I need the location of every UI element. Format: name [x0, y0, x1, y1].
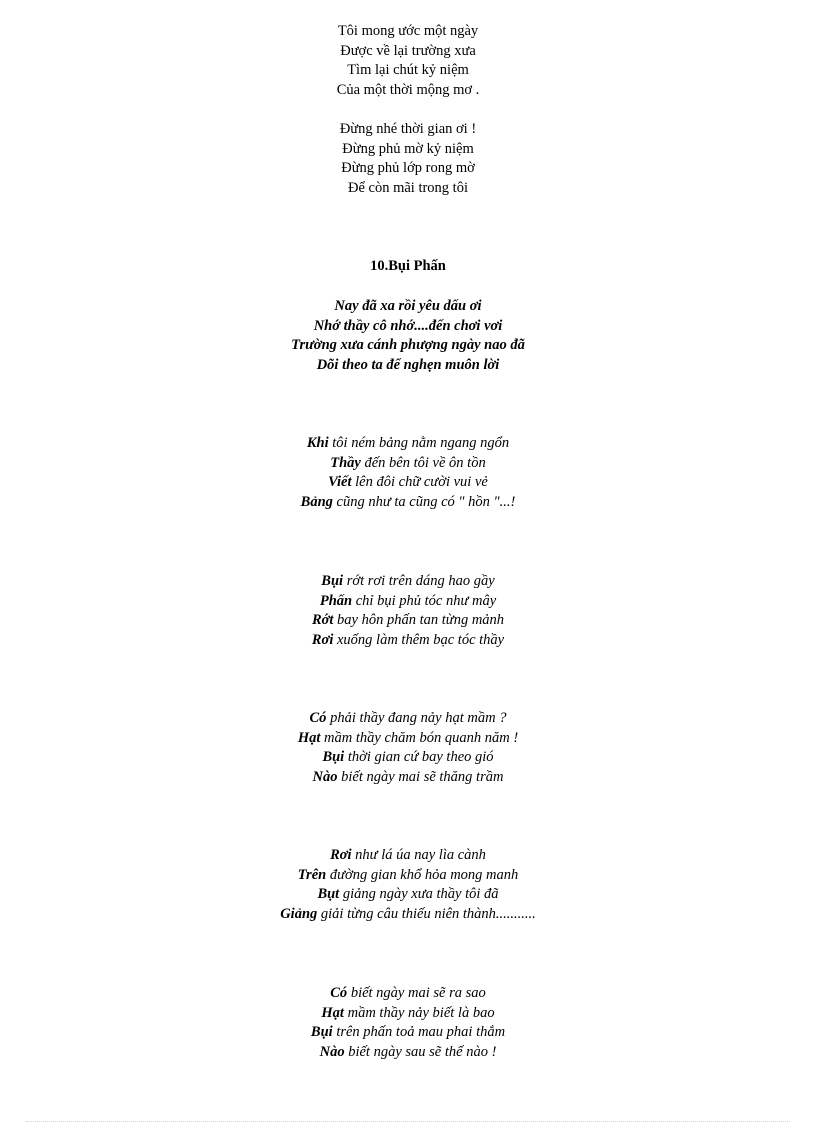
verse-rest: mầm thầy chăm bón quanh năm ! — [320, 729, 519, 746]
verse-lead-word: Hạt — [321, 1004, 344, 1021]
poem-title: 10.Bụi Phấn — [370, 258, 446, 274]
verse-lead-word: Trên — [297, 866, 327, 883]
stanza-1 — [0, 22, 816, 100]
verse-rest: biết ngày mai sẽ ra sao — [347, 985, 486, 1001]
verse-rest: bay hôn phấn tan từng mảnh — [333, 612, 505, 629]
stanza-7 — [0, 846, 816, 924]
verse-line — [0, 748, 816, 768]
verse-lead-word: Hạt — [297, 729, 321, 746]
stanza-2 — [0, 120, 816, 198]
verse-line: Nhớ thầy cô nhớ....đến chơi vơi — [313, 317, 503, 334]
verse-line: Tôi mong ước một ngày — [337, 23, 479, 39]
verse-rest: rớt rơi trên dáng hao gầy — [343, 573, 495, 589]
verse-lead-word: Thầy — [330, 454, 361, 471]
verse-line — [0, 473, 816, 493]
stanza-5 — [0, 572, 816, 650]
verse-lead-word: Viết — [328, 474, 352, 491]
verse-rest: đến bên tôi về ôn tồn — [360, 454, 486, 471]
verse-line — [0, 984, 816, 1004]
verse-lead-word: Giảng — [280, 905, 318, 922]
verse-rest: như lá úa nay lìa cành — [351, 847, 486, 863]
verse-lead-word: Phấn — [319, 592, 353, 609]
verse-line: Nay đã xa rồi yêu dấu ơi — [334, 298, 482, 314]
verse-line: Đừng phủ lớp rong mờ — [341, 160, 475, 177]
verse-line — [0, 729, 816, 749]
verse-lead-word: Bảng — [300, 493, 333, 510]
verse-line: Dõi theo ta để nghẹn muôn lời — [316, 356, 500, 373]
verse-line — [0, 631, 816, 651]
verse-line — [0, 572, 816, 592]
verse-rest: biết ngày mai sẽ thăng trầm — [337, 768, 504, 785]
verse-rest: đường gian khổ hỏa mong manh — [326, 866, 519, 883]
verse-lead-word: Có — [309, 710, 327, 726]
verse-lead-word: Bụi — [321, 573, 344, 589]
verse-line — [0, 434, 816, 454]
verse-lead-word: Khi — [306, 435, 329, 451]
verse-line — [0, 866, 816, 886]
verse-line — [0, 454, 816, 474]
verse-rest: cũng như ta cũng có " hồn "...! — [332, 493, 516, 510]
verse-rest: lên đôi chữ cười vui vẻ — [351, 474, 488, 491]
verse-line — [0, 1043, 816, 1063]
verse-rest: trên phấn toả mau phai thắm — [332, 1024, 506, 1041]
verse-lead-word: Có — [330, 985, 348, 1001]
verse-rest: giải từng câu thiếu niên thành........... — [317, 905, 536, 922]
stanza-3 — [0, 297, 816, 375]
verse-lead-word: Bụi — [322, 749, 345, 766]
stanza-4 — [0, 434, 816, 512]
verse-lead-word: Nào — [312, 768, 338, 785]
verse-line — [0, 1004, 816, 1024]
verse-line — [0, 846, 816, 866]
verse-rest: mầm thầy nảy biết là bao — [343, 1004, 495, 1021]
verse-line: Của một thời mộng mơ . — [336, 81, 480, 98]
verse-line — [0, 493, 816, 513]
stanza-6 — [0, 709, 816, 787]
verse-rest: thời gian cứ bay theo gió — [344, 749, 494, 766]
verse-lead-word: Rơi — [311, 631, 334, 648]
verse-lead-word: Nào — [319, 1043, 345, 1060]
verse-line — [0, 592, 816, 612]
verse-line: Trường xưa cánh phượng ngày nao đã — [291, 337, 525, 354]
verse-line — [0, 709, 816, 729]
verse-line: Được về lại trường xưa — [340, 42, 476, 59]
verse-line — [0, 905, 816, 925]
page-bottom-divider — [26, 1121, 790, 1122]
verse-rest: phải thầy đang nảy hạt mầm ? — [326, 710, 507, 726]
verse-lead-word: Bụi — [310, 1024, 333, 1041]
verse-lead-word: Rớt — [311, 612, 334, 629]
verse-line: Đừng nhé thời gian ơi ! — [339, 121, 477, 137]
verse-line: Tìm lại chút kỷ niệm — [347, 62, 469, 79]
verse-line: Đừng phủ mờ kỷ niệm — [342, 140, 474, 157]
verse-lead-word: Bụt — [317, 886, 340, 903]
verse-line — [0, 768, 816, 788]
verse-rest: xuống làm thêm bạc tóc thầy — [333, 631, 505, 648]
verse-rest: biết ngày sau sẽ thế nào ! — [344, 1043, 497, 1060]
verse-line: Để còn mãi trong tôi — [347, 179, 468, 196]
stanza-8 — [0, 984, 816, 1062]
verse-line — [0, 611, 816, 631]
verse-lead-word: Rơi — [330, 847, 352, 863]
verse-line — [0, 885, 816, 905]
verse-line — [0, 1023, 816, 1043]
verse-rest: tôi ném bảng nằm ngang ngổn — [328, 435, 510, 451]
verse-rest: chỉ bụi phủ tóc như mây — [352, 592, 497, 609]
verse-rest: giảng ngày xưa thầy tôi đã — [339, 886, 499, 903]
